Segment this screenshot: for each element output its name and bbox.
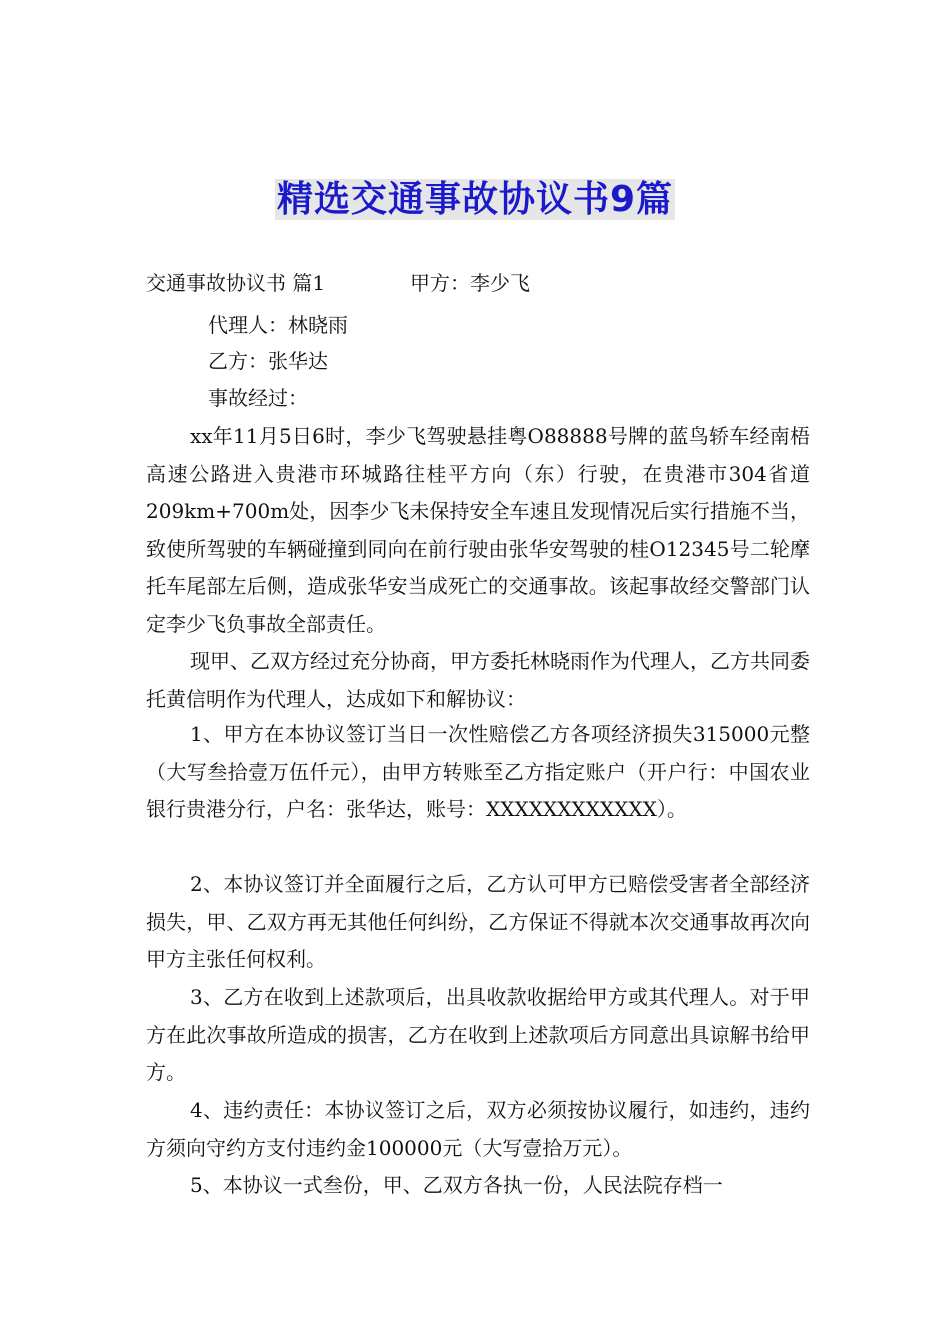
section-label: 交通事故协议书 篇1: [146, 271, 326, 295]
party-b-line: 乙方：张华达: [208, 349, 328, 373]
paragraph-clause-4: 4、违约责任：本协议签订之后，双方必须按协议履行，如违约，违约方须向守约方支付违约金100000元（大写壹拾万元）。: [146, 1098, 810, 1160]
paragraph-clause-1: 1、甲方在本协议签订当日一次性赔偿乙方各项经济损失315000元整（大写叁拾壹万伍仟元），由甲方转账至乙方指定账户（开户行：中国农业银行贵港分行，户名：张华达，账号：XXXXXXXXXXXX）。: [146, 722, 810, 822]
agent-line: 代理人：林晓雨: [208, 313, 348, 337]
paragraph-accident-details: xx年11月5日6时，李少飞驾驶悬挂粤O88888号牌的蓝鸟轿车经南梧高速公路进入贵港市环城路往桂平方向（东）行驶，在贵港市304省道209km+700m处，因李少飞未保持安全车速且发现情况后实行措施不当，致使所驾驶的车辆碰撞到同向在前行驶由张华安驾驶的桂O12345号二轮摩托车尾部左后侧，造成张华安当成死亡的交通事故。该起事故经交警部门认定李少飞负事故全部责任。: [146, 424, 810, 636]
paragraph-negotiation: 现甲、乙双方经过充分协商，甲方委托林晓雨作为代理人，乙方共同委托黄信明作为代理人，达成如下和解协议：: [146, 649, 810, 711]
document-title-text: 精选交通事故协议书9篇: [276, 179, 674, 220]
paragraph-clause-2: 2、本协议签订并全面履行之后，乙方认可甲方已赔偿受害者全部经济损失，甲、乙双方再无其他任何纠纷，乙方保证不得就本次交通事故再次向甲方主张任何权利。: [146, 872, 810, 972]
party-a-line: 甲方：李少飞: [410, 271, 530, 295]
accident-heading: 事故经过：: [208, 386, 308, 410]
paragraph-clause-5: 5、本协议一式叁份，甲、乙双方各执一份，人民法院存档一: [190, 1173, 723, 1197]
paragraph-clause-3: 3、乙方在收到上述款项后，出具收款收据给甲方或其代理人。对于甲方在此次事故所造成的损害，乙方在收到上述款项后方同意出具谅解书给甲方。: [146, 985, 810, 1085]
document-title: [0, 176, 950, 224]
